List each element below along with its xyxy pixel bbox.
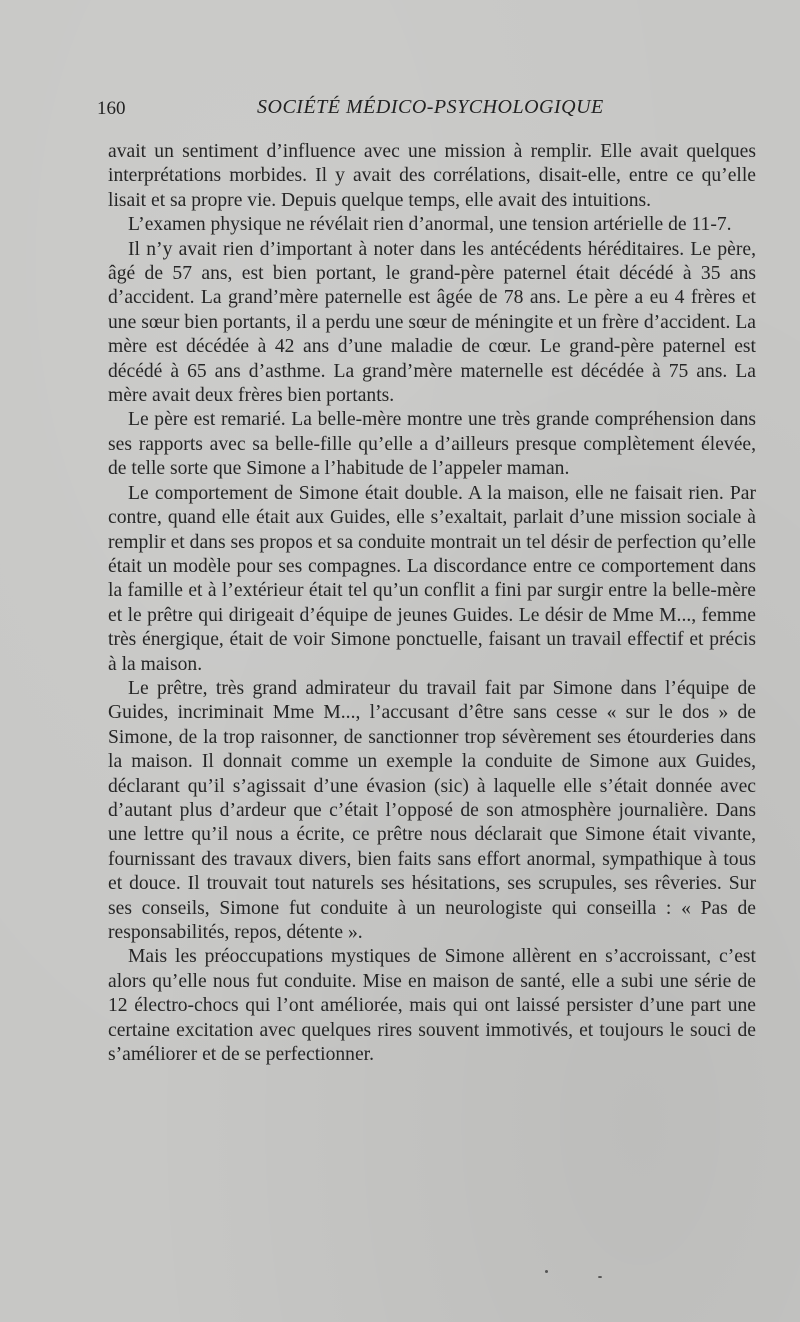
paragraph-physical-exam: L’examen physique ne révélait rien d’anormal, une tension artérielle de 11-7. — [128, 214, 732, 236]
paper-speck — [545, 1270, 548, 1273]
paragraph-stepmother: Le père est remarié. La belle-mère montre une très grande compréhension dans ses rapports avec sa belle-fille qu’elle a d’ailleurs presque complètement élevée, de telle sorte que Simone a l’habitude de l’appeler maman. — [108, 409, 756, 480]
paper-speck — [598, 1276, 602, 1278]
running-title: SOCIÉTÉ MÉDICO-PSYCHOLOGIQUE — [257, 96, 604, 118]
paragraph-behavior: Le comportement de Simone était double. A la maison, elle ne faisait rien. Par contre, quand elle était aux Guides, elle s’exaltait, parlait d’une mission sociale à remplir et dans ses propos et sa conduite montrait un tel désir de perfection qu’elle était un modèle pour ses compagnes. La discordance entre ce comportement dans la famille et à l’extérieur était tel qu’un conflit a fini par surgir entre la belle-mère et le prêtre qui dirigeait d’équipe de jeunes Guides. Le désir de Mme M..., femme très énergique, était de voir Simone ponctuelle, faisant un travail effectif et précis à la maison. — [108, 482, 756, 675]
page-number: 160 — [97, 98, 126, 119]
paragraph-treatment: Mais les préoccupations mystiques de Simone allèrent en s’accroissant, c’est alors qu’elle nous fut conduite. Mise en maison de santé, elle a subi une série de 12 électro-chocs qui l’ont améliorée, mais qui ont laissé persister d’une part une certaine excitation avec quelques rires souvent immotivés, et toujours le souci de s’améliorer et de se perfectionner. — [108, 946, 756, 1066]
paragraph-family-history: Il n’y avait rien d’important à noter dans les antécédents héréditaires. Le père, âgé de 57 ans, est bien portant, le grand-père paternel était décédé à 35 ans d’accident. La grand’mère paternelle est âgée de 78 ans. Le père a eu 4 frères et une sœur bien portants, il a perdu une sœur de méningite et un frère d’accident. La mère est décédée à 42 ans d’une maladie de cœur. Le grand-père paternel est décédé à 65 ans d’asthme. La grand’mère maternelle est décédée à 75 ans. La mère avait deux frères bien portants. — [108, 238, 756, 407]
body-text — [108, 140, 756, 1067]
paragraph-continuation: avait un sentiment d’influence avec une mission à remplir. Elle avait quelques interprétations morbides. Il y avait des corrélations, disait-elle, entre ce qu’elle lisait et sa propre vie. Depuis quelque temps, elle avait des intuitions. — [108, 141, 756, 211]
paragraph-priest: Le prêtre, très grand admirateur du travail fait par Simone dans l’équipe de Guides, incriminait Mme M..., l’accusant d’être sans cesse « sur le dos » de Simone, de la trop raisonner, de sanctionner trop sévèrement ses étourderies dans la maison. Il donnait comme un exemple la conduite de Simone aux Guides, déclarant qu’il s’agissait d’une évasion (sic) à laquelle elle s’était donnée avec d’autant plus d’ardeur que c’était l’opposé de son atmosphère journalière. Dans une lettre qu’il nous a écrite, ce prêtre nous déclarait que Simone était vivante, fournissant des travaux divers, bien faits sans effort anormal, sympathique à tous et douce. Il trouvait tout naturels ses hésitations, ses scrupules, ses rêveries. Sur ses conseils, Simone fut conduite à un neurologiste qui conseilla : « Pas de responsabilités, repos, détente ». — [108, 677, 756, 943]
page-header — [97, 96, 697, 126]
